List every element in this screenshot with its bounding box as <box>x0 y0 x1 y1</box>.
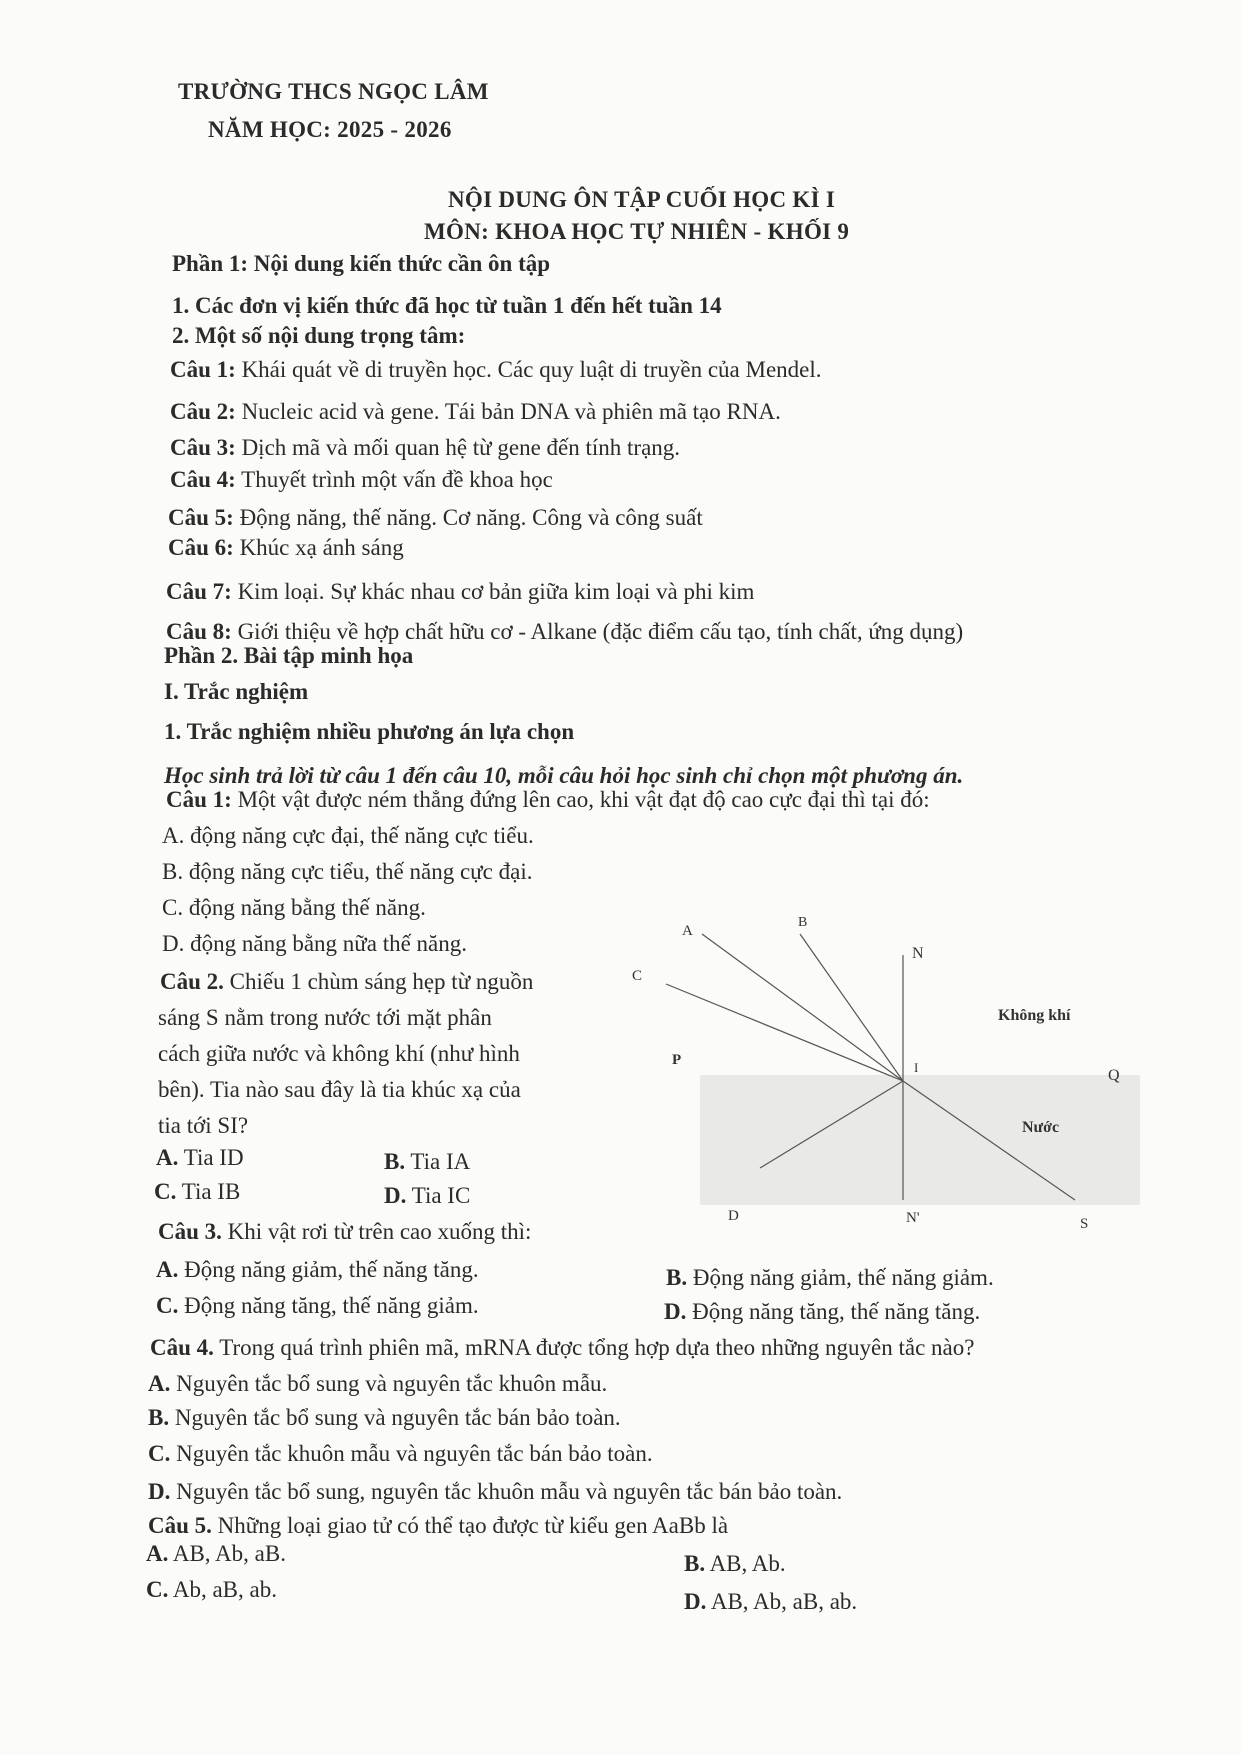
topic-text: Thuyết trình một vấn đề khoa học <box>235 467 553 492</box>
q5-option-b <box>684 1550 786 1578</box>
q5-option-d <box>684 1588 857 1616</box>
q3-stem <box>158 1218 531 1246</box>
option-label: D. <box>148 1479 171 1504</box>
option-label: B. <box>684 1551 706 1576</box>
topic-5 <box>168 504 703 532</box>
part1-item-1: 1. Các đơn vị kiến thức đã học từ tuần 1 đến hết tuần 14 <box>172 293 722 318</box>
topic-label: Câu 1: <box>170 357 236 382</box>
label-n-prime: N' <box>906 1210 920 1226</box>
label-s: S <box>1080 1216 1089 1232</box>
water-region <box>700 1075 1140 1205</box>
option-label: A. <box>156 1145 179 1170</box>
option-label: C. <box>146 1577 169 1602</box>
q1-option-c: C. động năng bằng thế năng. <box>162 895 426 920</box>
part1-item-2: 2. Một số nội dung trọng tâm: <box>172 323 466 348</box>
option-label: D. <box>384 1183 407 1208</box>
question-text: Khi vật rơi từ trên cao xuống thì: <box>221 1219 532 1244</box>
q2-stem-line-2: sáng S nằm trong nước tới mặt phân <box>158 1005 492 1030</box>
q3-option-a <box>156 1256 479 1284</box>
option-text: Tia ID <box>178 1145 244 1170</box>
option-text: AB, Ab. <box>705 1551 786 1576</box>
topic-7 <box>166 578 754 606</box>
option-label: C. <box>148 1441 171 1466</box>
q2-stem-line-4: bên). Tia nào sau đây là tia khúc xạ của <box>158 1077 521 1102</box>
q4-stem <box>150 1334 974 1362</box>
question-label: Câu 2. <box>160 969 224 994</box>
option-label: D. <box>684 1589 707 1614</box>
label-d: D <box>728 1208 739 1224</box>
label-air: Không khí <box>998 1007 1071 1024</box>
title-line-2: MÔN: KHOA HỌC TỰ NHIÊN - KHỐI 9 <box>424 219 850 244</box>
topic-text: Khúc xạ ánh sáng <box>233 535 404 560</box>
topic-label: Câu 8: <box>166 619 232 644</box>
topic-text: Động năng, thế năng. Cơ năng. Công và công suất <box>233 505 703 530</box>
q3-option-d <box>664 1298 980 1326</box>
ray-ic <box>666 984 903 1081</box>
question-text: Trong quá trình phiên mã, mRNA được tổng hợp dựa theo những nguyên tắc nào? <box>213 1335 975 1360</box>
q3-option-c <box>156 1292 479 1320</box>
topic-text: Khái quát về di truyền học. Các quy luật di truyền của Mendel. <box>235 357 822 382</box>
q5-stem <box>148 1512 728 1540</box>
school-name: TRƯỜNG THCS NGỌC LÂM <box>178 79 489 104</box>
question-text: Chiếu 1 chùm sáng hẹp từ nguồn <box>223 969 534 994</box>
option-label: B. <box>666 1265 688 1290</box>
part1-heading: Phần 1: Nội dung kiến thức cần ôn tập <box>172 251 551 276</box>
part2-subsection: 1. Trắc nghiệm nhiều phương án lựa chọn <box>164 719 575 744</box>
q1-stem <box>166 786 930 814</box>
q2-option-c <box>154 1178 240 1206</box>
topic-4 <box>170 466 553 494</box>
refraction-diagram <box>620 900 1140 1245</box>
option-text: Động năng giảm, thế năng tăng. <box>178 1257 479 1282</box>
option-text: Nguyên tắc bổ sung, nguyên tắc khuôn mẫu và nguyên tắc bán bảo toàn. <box>170 1479 843 1504</box>
option-label: C. <box>154 1179 177 1204</box>
option-text: Nguyên tắc bổ sung và nguyên tắc khuôn mẫu. <box>170 1371 608 1396</box>
q2-stem-line-5: tia tới SI? <box>158 1113 249 1138</box>
title-line-1: NỘI DUNG ÔN TẬP CUỐI HỌC KÌ I <box>448 187 836 212</box>
q2-option-b <box>384 1148 470 1176</box>
topic-label: Câu 2: <box>170 399 236 424</box>
option-text: AB, Ab, aB. <box>168 1541 286 1566</box>
q2-option-d <box>384 1182 470 1210</box>
option-text: Động năng giảm, thế năng giảm. <box>687 1265 994 1290</box>
label-q: Q <box>1108 1067 1120 1084</box>
option-text: Tia IA <box>405 1149 471 1174</box>
option-label: A. <box>146 1541 169 1566</box>
topic-text: Nucleic acid và gene. Tái bản DNA và phiên mã tạo RNA. <box>235 399 781 424</box>
label-water: Nước <box>1022 1119 1060 1136</box>
topic-3 <box>170 434 680 462</box>
q1-option-a: A. động năng cực đại, thế năng cực tiểu. <box>162 823 534 848</box>
option-label: A. <box>148 1371 171 1396</box>
option-text: Nguyên tắc khuôn mẫu và nguyên tắc bán bảo toàn. <box>170 1441 653 1466</box>
topic-text: Giới thiệu về hợp chất hữu cơ - Alkane (đặc điểm cấu tạo, tính chất, ứng dụng) <box>231 619 964 644</box>
part2-heading: Phần 2. Bài tập minh họa <box>164 643 414 668</box>
label-p: P <box>672 1052 682 1068</box>
school-year: NĂM HỌC: 2025 - 2026 <box>208 117 452 142</box>
q2-stem-line-3: cách giữa nước và không khí (như hình <box>158 1041 520 1066</box>
q4-option-a <box>148 1370 607 1398</box>
q5-option-a <box>146 1540 286 1568</box>
option-label: B. <box>384 1149 406 1174</box>
topic-label: Câu 5: <box>168 505 234 530</box>
label-c: C <box>632 968 643 984</box>
q2-option-a <box>156 1144 244 1172</box>
part2-instruction: Học sinh trả lời từ câu 1 đến câu 10, mỗi câu hỏi học sinh chỉ chọn một phương án. <box>164 763 964 788</box>
ray-ib <box>800 934 903 1081</box>
question-label: Câu 5. <box>148 1513 212 1538</box>
option-text: Ab, aB, ab. <box>168 1577 277 1602</box>
question-text: Những loại giao tử có thể tạo được từ kiểu gen AaBb là <box>211 1513 729 1538</box>
question-label: Câu 4. <box>150 1335 214 1360</box>
option-text: Tia IC <box>406 1183 471 1208</box>
q1-option-d: D. động năng bằng nữa thế năng. <box>162 931 468 956</box>
option-text: Nguyên tắc bổ sung và nguyên tắc bán bảo toàn. <box>169 1405 621 1430</box>
label-b: B <box>798 915 808 930</box>
topic-label: Câu 3: <box>170 435 236 460</box>
topic-1 <box>170 356 822 384</box>
q4-option-c <box>148 1440 653 1468</box>
q2-stem-line-1 <box>160 968 533 996</box>
ray-ia <box>702 934 903 1081</box>
option-text: Động năng tăng, thế năng giảm. <box>178 1293 479 1318</box>
topic-label: Câu 7: <box>166 579 232 604</box>
option-text: Tia IB <box>176 1179 241 1204</box>
label-a: A <box>682 923 693 939</box>
option-text: AB, Ab, aB, ab. <box>706 1589 858 1614</box>
topic-2 <box>170 398 781 426</box>
topic-label: Câu 6: <box>168 535 234 560</box>
q4-option-b <box>148 1404 621 1432</box>
q4-option-d <box>148 1478 842 1506</box>
topic-text: Dịch mã và mối quan hệ từ gene đến tính trạng. <box>235 435 681 460</box>
option-label: B. <box>148 1405 170 1430</box>
q5-option-c <box>146 1576 277 1604</box>
question-label: Câu 3. <box>158 1219 222 1244</box>
option-label: C. <box>156 1293 179 1318</box>
topic-text: Kim loại. Sự khác nhau cơ bản giữa kim loại và phi kim <box>231 579 755 604</box>
topic-6 <box>168 534 404 562</box>
q1-option-b: B. động năng cực tiểu, thế năng cực đại. <box>162 859 533 884</box>
label-i: I <box>914 1060 919 1075</box>
topic-label: Câu 4: <box>170 467 236 492</box>
question-label: Câu 1: <box>166 787 232 812</box>
option-text: Động năng tăng, thế năng tăng. <box>686 1299 981 1324</box>
question-text: Một vật được ném thẳng đứng lên cao, khi vật đạt độ cao cực đại thì tại đó: <box>231 787 930 812</box>
label-n: N <box>912 945 924 962</box>
option-label: D. <box>664 1299 687 1324</box>
q3-option-b <box>666 1264 994 1292</box>
option-label: A. <box>156 1257 179 1282</box>
part2-section: I. Trắc nghiệm <box>164 679 309 704</box>
